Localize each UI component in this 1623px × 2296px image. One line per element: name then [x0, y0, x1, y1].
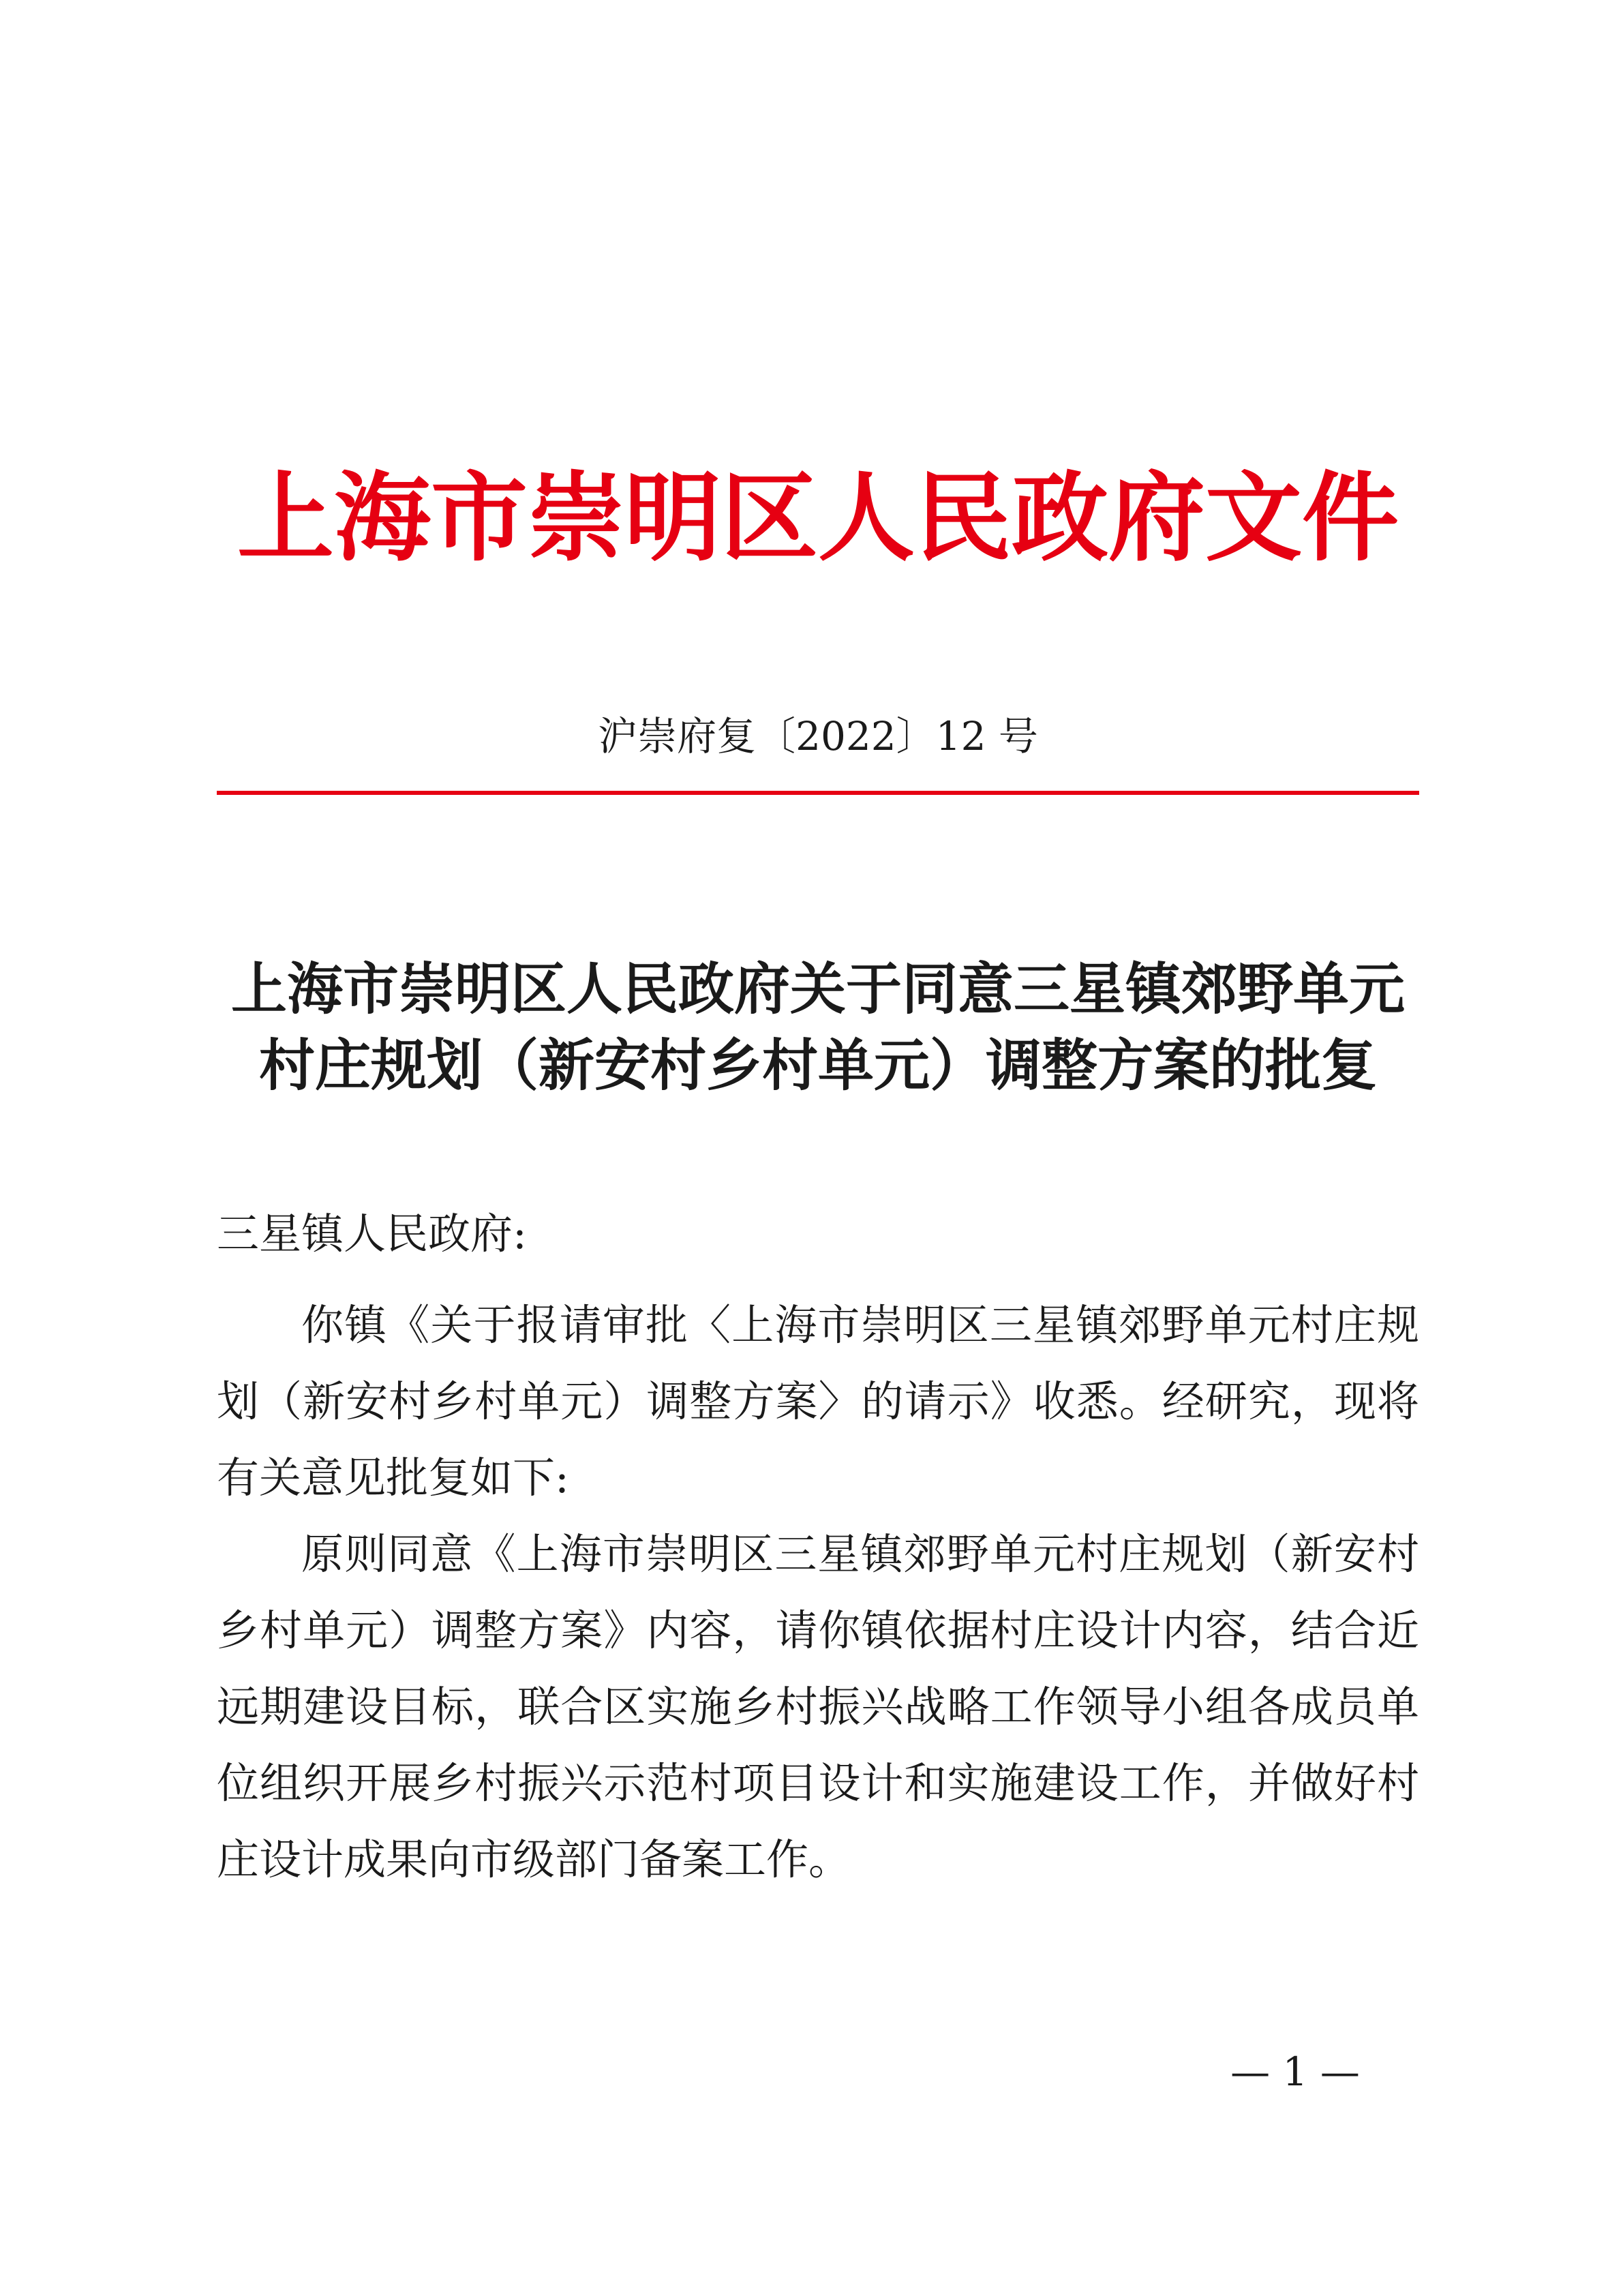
addressee: 三星镇人民政府:	[217, 1209, 527, 1258]
document-number: 沪崇府复〔2022〕12 号	[598, 713, 1038, 759]
document-title	[204, 951, 1431, 1104]
page-number: — 1 —	[1230, 2049, 1360, 2095]
red-separator-rule	[217, 791, 1419, 795]
document-title-line-2: 村庄规划（新安村乡村单元）调整方案的批复	[258, 1033, 1377, 1098]
body-paragraph-2: 原则同意《上海市崇明区三星镇郊野单元村庄规划（新安村乡村单元）调整方案》内容，请你镇依据村庄设计内容，结合近远期建设目标，联合区实施乡村振兴战略工作领导小组各成员单位组织开展乡村振兴示范村项目设计和实施建设工作，并做好村庄设计成果向市级部门备案工作。	[217, 1529, 1419, 1884]
body-paragraph-1: 你镇《关于报请审批〈上海市崇明区三星镇郊野单元村庄规划（新安村乡村单元）调整方案〉的请示》收悉。经研究，现将有关意见批复如下:	[217, 1300, 1419, 1502]
document-title-line-1: 上海市崇明区人民政府关于同意三星镇郊野单元	[230, 956, 1405, 1022]
masthead-title: 上海市崇明区人民政府文件	[237, 462, 1399, 575]
